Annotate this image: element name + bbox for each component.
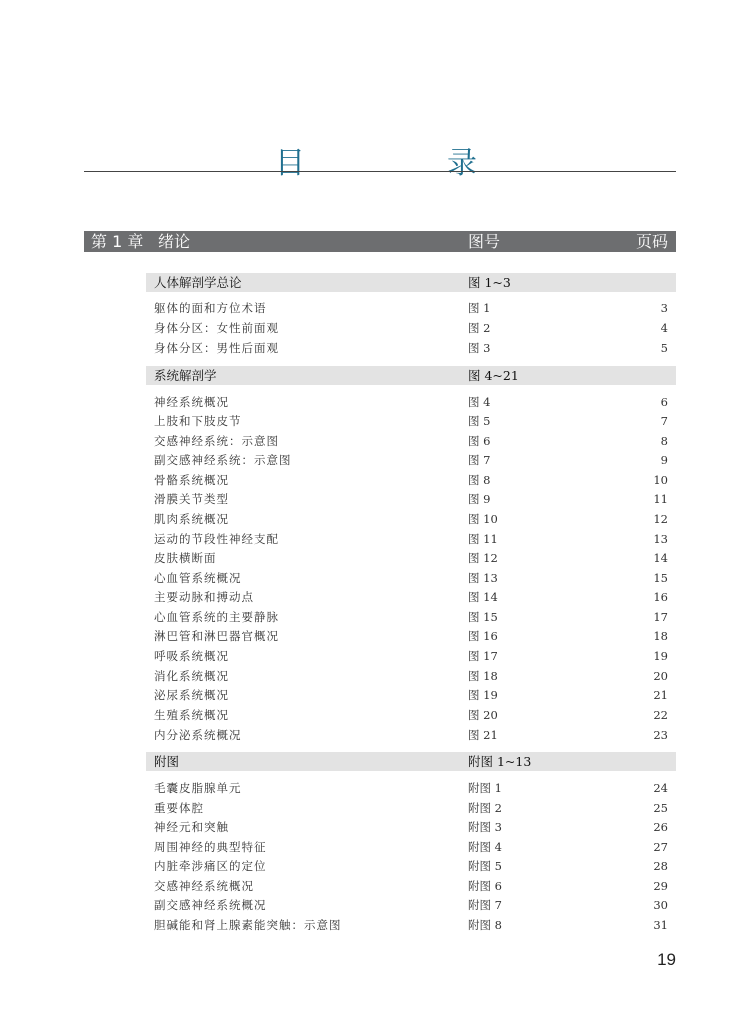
entry-page: 22 — [653, 708, 668, 722]
title-rule — [84, 171, 676, 172]
toc-entry[interactable] — [146, 393, 676, 412]
section-title: 系统解剖学 — [154, 368, 217, 383]
entry-page: 23 — [653, 728, 668, 742]
entry-figure: 图 4 — [468, 395, 491, 409]
entry-page: 16 — [653, 590, 668, 604]
entry-title: 骨骼系统概况 — [154, 473, 229, 487]
entry-title: 神经元和突触 — [154, 820, 229, 834]
toc-entry[interactable] — [146, 779, 676, 798]
toc-entry[interactable] — [146, 706, 676, 725]
entry-title: 重要体腔 — [154, 801, 204, 815]
toc-entry[interactable] — [146, 799, 676, 818]
entry-page: 6 — [660, 395, 668, 409]
entry-page: 14 — [653, 551, 668, 565]
entry-title: 胆碱能和肾上腺素能突触：示意图 — [154, 918, 342, 932]
entry-page: 15 — [653, 571, 668, 585]
entry-page: 29 — [653, 879, 668, 893]
section-title: 人体解剖学总论 — [154, 275, 242, 290]
entry-page: 18 — [653, 629, 668, 643]
section-figure-range: 附图 1~13 — [468, 754, 532, 769]
entry-figure: 图 14 — [468, 590, 498, 604]
toc-entry[interactable] — [146, 412, 676, 431]
entry-figure: 图 20 — [468, 708, 498, 722]
toc-entry[interactable] — [146, 451, 676, 470]
entry-title: 泌尿系统概况 — [154, 688, 229, 702]
toc-entry[interactable] — [146, 896, 676, 915]
toc-entry[interactable] — [146, 857, 676, 876]
chapter-number: 第 1 章 — [91, 232, 144, 251]
entry-title: 滑膜关节类型 — [154, 492, 229, 506]
toc-entry[interactable] — [146, 877, 676, 896]
toc-entry[interactable] — [146, 726, 676, 745]
entry-page: 9 — [660, 453, 668, 467]
entry-page: 13 — [653, 532, 668, 546]
entry-title: 心血管系统的主要静脉 — [154, 610, 279, 624]
entry-figure: 图 13 — [468, 571, 498, 585]
toc-entry[interactable] — [146, 838, 676, 857]
entry-title: 副交感神经系统：示意图 — [154, 453, 292, 467]
entry-figure: 图 17 — [468, 649, 498, 663]
entry-figure: 图 10 — [468, 512, 498, 526]
entry-title: 心血管系统概况 — [154, 571, 242, 585]
toc-entry[interactable] — [146, 299, 676, 318]
entry-page: 27 — [653, 840, 668, 854]
entry-title: 肌肉系统概况 — [154, 512, 229, 526]
entry-title: 神经系统概况 — [154, 395, 229, 409]
toc-entry[interactable] — [146, 569, 676, 588]
entry-title: 交感神经系统：示意图 — [154, 434, 279, 448]
toc-entry[interactable] — [146, 339, 676, 358]
entry-title: 主要动脉和搏动点 — [154, 590, 254, 604]
entry-title: 生殖系统概况 — [154, 708, 229, 722]
figure-column-header: 图号 — [468, 232, 501, 251]
entry-title: 身体分区：男性后面观 — [154, 341, 279, 355]
entry-figure: 图 18 — [468, 669, 498, 683]
entry-figure: 图 9 — [468, 492, 491, 506]
entry-figure: 图 2 — [468, 321, 491, 335]
entry-page: 5 — [660, 341, 668, 355]
entry-title: 消化系统概况 — [154, 669, 229, 683]
entry-page: 19 — [653, 649, 668, 663]
entry-page: 12 — [653, 512, 668, 526]
entry-figure: 附图 5 — [468, 859, 502, 873]
entry-page: 8 — [660, 434, 668, 448]
entry-title: 皮肤横断面 — [154, 551, 217, 565]
entry-page: 7 — [660, 414, 668, 428]
section-figure-range: 图 1~3 — [468, 275, 511, 290]
entry-figure: 图 19 — [468, 688, 498, 702]
entry-figure: 附图 7 — [468, 898, 502, 912]
entry-page: 31 — [653, 918, 668, 932]
entry-figure: 附图 1 — [468, 781, 502, 795]
toc-entry[interactable] — [146, 818, 676, 837]
toc-entry[interactable] — [146, 490, 676, 509]
entry-page: 11 — [653, 492, 668, 506]
toc-entry[interactable] — [146, 916, 676, 935]
section-header — [146, 273, 676, 292]
entry-figure: 图 5 — [468, 414, 491, 428]
toc-entry[interactable] — [146, 549, 676, 568]
entry-figure: 图 1 — [468, 301, 491, 315]
toc-entry[interactable] — [146, 319, 676, 338]
entry-page: 28 — [653, 859, 668, 873]
section-figure-range: 图 4~21 — [468, 368, 519, 383]
entry-figure: 图 8 — [468, 473, 491, 487]
entry-figure: 图 3 — [468, 341, 491, 355]
entry-title: 躯体的面和方位术语 — [154, 301, 267, 315]
entry-figure: 图 11 — [468, 532, 498, 546]
entry-title: 运动的节段性神经支配 — [154, 532, 279, 546]
entry-page: 3 — [660, 301, 668, 315]
toc-entry[interactable] — [146, 686, 676, 705]
entry-page: 20 — [653, 669, 668, 683]
toc-entry[interactable] — [146, 627, 676, 646]
entry-figure: 图 7 — [468, 453, 491, 467]
entry-title: 内分泌系统概况 — [154, 728, 242, 742]
entry-figure: 图 16 — [468, 629, 498, 643]
entry-title: 副交感神经系统概况 — [154, 898, 267, 912]
entry-title: 上肢和下肢皮节 — [154, 414, 242, 428]
entry-page: 24 — [653, 781, 668, 795]
entry-page: 30 — [653, 898, 668, 912]
page-number: 19 — [657, 950, 676, 969]
section-header — [146, 752, 676, 771]
entry-figure: 图 21 — [468, 728, 498, 742]
entry-figure: 附图 8 — [468, 918, 502, 932]
page-title: 目 录 — [275, 146, 533, 181]
entry-figure: 图 12 — [468, 551, 498, 565]
entry-page: 21 — [653, 688, 668, 702]
section-header — [146, 366, 676, 385]
entry-title: 呼吸系统概况 — [154, 649, 229, 663]
entry-title: 毛囊皮脂腺单元 — [154, 781, 242, 795]
entry-page: 25 — [653, 801, 668, 815]
entry-figure: 图 6 — [468, 434, 491, 448]
entry-title: 交感神经系统概况 — [154, 879, 254, 893]
toc-entry[interactable] — [146, 471, 676, 490]
toc-entry[interactable] — [146, 608, 676, 627]
entry-page: 26 — [653, 820, 668, 834]
entry-page: 17 — [653, 610, 668, 624]
entry-figure: 附图 4 — [468, 840, 502, 854]
entry-figure: 附图 6 — [468, 879, 502, 893]
toc-entry[interactable] — [146, 647, 676, 666]
entry-page: 4 — [660, 321, 668, 335]
entry-figure: 附图 2 — [468, 801, 502, 815]
toc-entry[interactable] — [146, 588, 676, 607]
entry-figure: 附图 3 — [468, 820, 502, 834]
toc-entry[interactable] — [146, 530, 676, 549]
toc-entry[interactable] — [146, 667, 676, 686]
entry-title: 周围神经的典型特征 — [154, 840, 267, 854]
entry-page: 10 — [653, 473, 668, 487]
page-column-header: 页码 — [635, 232, 668, 251]
toc-entry[interactable] — [146, 432, 676, 451]
entry-title: 淋巴管和淋巴器官概况 — [154, 629, 279, 643]
chapter-title: 绪论 — [158, 232, 191, 251]
section-title: 附图 — [154, 754, 180, 769]
entry-title: 身体分区：女性前面观 — [154, 321, 279, 335]
chapter-header-bar — [84, 231, 676, 252]
toc-entry[interactable] — [146, 510, 676, 529]
entry-title: 内脏牵涉痛区的定位 — [154, 859, 267, 873]
entry-figure: 图 15 — [468, 610, 498, 624]
